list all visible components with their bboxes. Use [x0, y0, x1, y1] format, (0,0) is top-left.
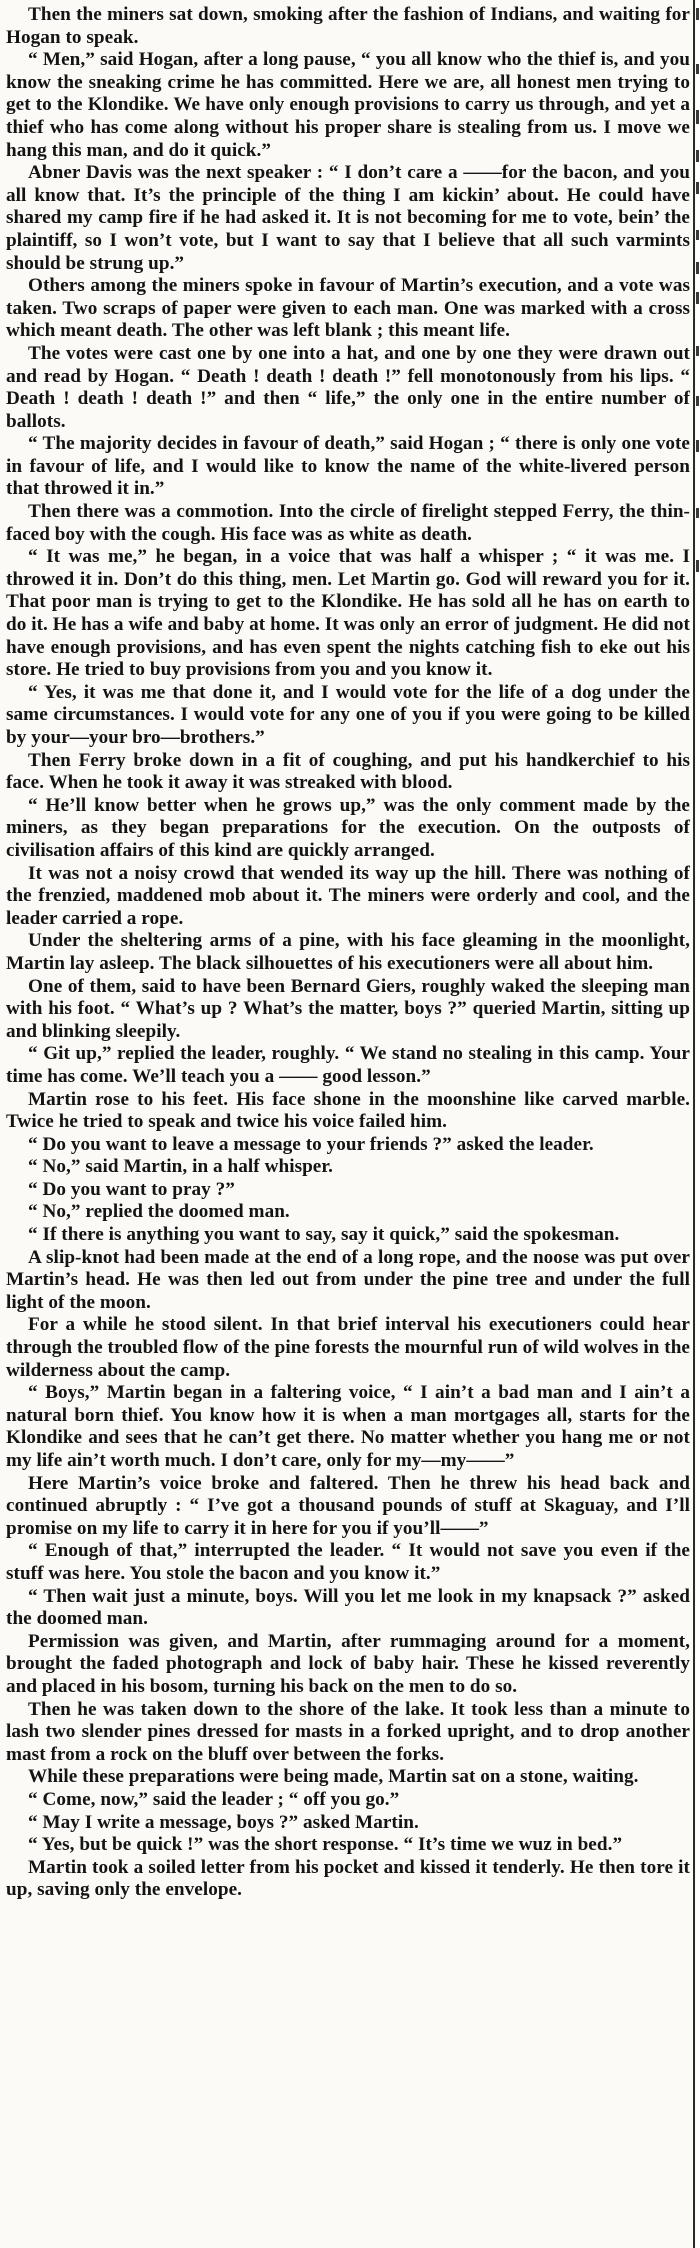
paragraph: “ Men,” said Hogan, after a long pause, “ you all know who the thief is, and you know the sneaking crime he has committed. Here we are, all honest men trying to get to the Klondike. We have only enough provisions to carry us through, and yet a thief who has come along without his proper share is stealing from us. I move we hang this man, and do it quick.”	[6, 49, 690, 161]
paragraph: “ No,” replied the doomed man.	[28, 1201, 290, 1223]
adjacent-column-edge	[696, 0, 700, 2248]
paragraph: “ Then wait just a minute, boys. Will you let me look in my knapsack ?” asked the doomed man.	[6, 1585, 690, 1630]
adjacent-column-fragment	[696, 292, 699, 304]
paragraph: “ The majority decides in favour of death,” said Hogan ; “ there is only one vote in favour of life, and I would like to know the name of the white-livered person that throwed it in.”	[6, 433, 690, 500]
paragraph: The votes were cast one by one into a hat, and one by one they were drawn out and read by Hogan. “ Death ! death ! death !” fell monotonously from his lips. “ Death ! death ! death !” and then “ life,” the only one in the entire number of ballots.	[6, 342, 690, 432]
paragraph: “ Come, now,” said the leader ; “ off you go.”	[28, 1788, 400, 1810]
paragraph: “ He’ll know better when he grows up,” was the only comment made by the miners, as they began preparations for the execution. On the outposts of civilisation affairs of this kind are quickly arranged.	[6, 794, 690, 861]
paragraph: “ No,” said Martin, in a half whisper.	[28, 1156, 334, 1178]
column-rule	[693, 0, 695, 2248]
paragraph: “ Do you want to pray ?”	[28, 1178, 235, 1200]
paragraph: Here Martin’s voice broke and faltered. Then he threw his head back and continued abruptly : “ I’ve got a thousand pounds of stuff at Skaguay, and I’ll promise on my life to carry it in here for you if you’ll——”	[6, 1472, 690, 1539]
paragraph: “ It was me,” he began, in a voice that was half a whisper ; “ it was me. I throwed it in. Don’t do this thing, men. Let Martin go. God will reward you for it. That poor man is trying to get to the Klondike. He has sold all he has on earth to do it. He has a wife and baby at home. It was only an error of judgment. He did not have enough provisions, and has even spent the nights catching fish to eke out his store. He tried to buy provisions from you and you know it.	[6, 546, 690, 681]
paragraph: For a while he stood silent. In that brief interval his executioners could hear through the troubled flow of the pine forests the mournful run of wild wolves in the wilderness about the camp.	[6, 1314, 690, 1381]
paragraph: Martin took a soiled letter from his pocket and kissed it tenderly. He then tore it up, saving only the envelope.	[6, 1856, 690, 1901]
adjacent-column-fragment	[696, 8, 699, 20]
paragraph: “ If there is anything you want to say, say it quick,” said the spokesman.	[28, 1224, 620, 1246]
paragraph: While these preparations were being made, Martin sat on a stone, waiting.	[28, 1766, 639, 1788]
paragraph: A slip-knot had been made at the end of a long rope, and the noose was put over Martin’s head. He was then led out from under the pine tree and under the full light of the moon.	[6, 1246, 690, 1313]
paragraph: Abner Davis was the next speaker : “ I don’t care a ——for the bacon, and you all know that. It’s the principle of the thing I am kickin’ about. He could have shared my camp fire if he had asked it. It is not becoming for me to vote, bein’ the plaintiff, so I won’t vote, but I want to say that I believe that all such varmints should be strung up.”	[6, 162, 690, 274]
paragraph: “ May I write a message, boys ?” asked Martin.	[28, 1811, 419, 1833]
adjacent-column-fragment	[696, 262, 699, 274]
adjacent-column-fragment	[696, 230, 699, 240]
paragraph: “ Enough of that,” interrupted the leader. “ It would not save you even if the stuff was here. You stole the bacon and you know it.”	[6, 1540, 690, 1584]
paragraph: One of them, said to have been Bernard Giers, roughly waked the sleeping man with his foot. “ What’s up ? What’s the matter, boys ?” queried Martin, sitting up and blinking sleepily.	[6, 975, 690, 1042]
paragraph: “ Yes, but be quick !” was the short response. “ It’s time we wuz in bed.”	[28, 1834, 623, 1856]
adjacent-column-fragment	[696, 396, 699, 406]
paragraph: Then there was a commotion. Into the circle of firelight stepped Ferry, the thin-faced boy with the cough. His face was as white as death.	[6, 501, 690, 545]
paragraph: Others among the miners spoke in favour of Martin’s execution, and a vote was taken. Two scraps of paper were given to each man. One was marked with a cross which meant death. The other was left blank ; this meant life.	[6, 275, 690, 342]
paragraph: Permission was given, and Martin, after rummaging around for a moment, brought the faded photograph and lock of baby hair. These he kissed reverently and placed in his bosom, turning his back on the men to do so.	[6, 1630, 690, 1697]
adjacent-column-fragment	[696, 560, 699, 572]
adjacent-column-fragment	[696, 440, 699, 452]
adjacent-column-fragment	[696, 182, 699, 194]
paragraph: Under the sheltering arms of a pine, with his face gleaming in the moonlight, Martin lay asleep. The black silhouettes of his executioners were all about him.	[6, 930, 690, 974]
paragraph: “ Do you want to leave a message to your friends ?” asked the leader.	[28, 1133, 594, 1155]
article-column	[6, 4, 690, 1902]
paragraph: “ Git up,” replied the leader, roughly. “ We stand no stealing in this camp. Your time has come. We’ll teach you a —— good lesson.”	[6, 1043, 690, 1087]
adjacent-column-fragment	[696, 150, 699, 162]
paragraph: Then the miners sat down, smoking after the fashion of Indians, and waiting for Hogan to speak.	[6, 4, 690, 48]
paragraph: “ Yes, it was me that done it, and I would vote for the life of a dog under the same circumstances. I would vote for any one of you if you were going to be killed by your—your bro—brothers.”	[6, 681, 690, 748]
paragraph: It was not a noisy crowd that wended its way up the hill. There was nothing of the frenzied, maddened mob about it. The miners were orderly and cool, and the leader carried a rope.	[6, 862, 690, 929]
paragraph: Martin rose to his feet. His face shone in the moonshine like carved marble. Twice he tried to speak and twice his voice failed him.	[6, 1088, 690, 1133]
paragraph: Then he was taken down to the shore of the lake. It took less than a minute to lash two slender pines dressed for masts in a forked upright, and to drop another mast from a rock on the bluff over between the forks.	[6, 1698, 690, 1765]
adjacent-column-fragment	[696, 64, 699, 74]
adjacent-column-fragment	[696, 110, 699, 124]
adjacent-column-fragment	[696, 346, 699, 356]
paragraph: Then Ferry broke down in a fit of coughing, and put his handkerchief to his face. When he took it away it was streaked with blood.	[6, 749, 690, 794]
adjacent-column-fragment	[696, 508, 699, 518]
paragraph: “ Boys,” Martin began in a faltering voice, “ I ain’t a bad man and I ain’t a natural born thief. You know how it is when a man mortgages all, starts for the Klondike and sees that he can’t get there. No matter whether you hang me or not my life ain’t worth much. I don’t care, only for my—my——”	[6, 1382, 690, 1471]
